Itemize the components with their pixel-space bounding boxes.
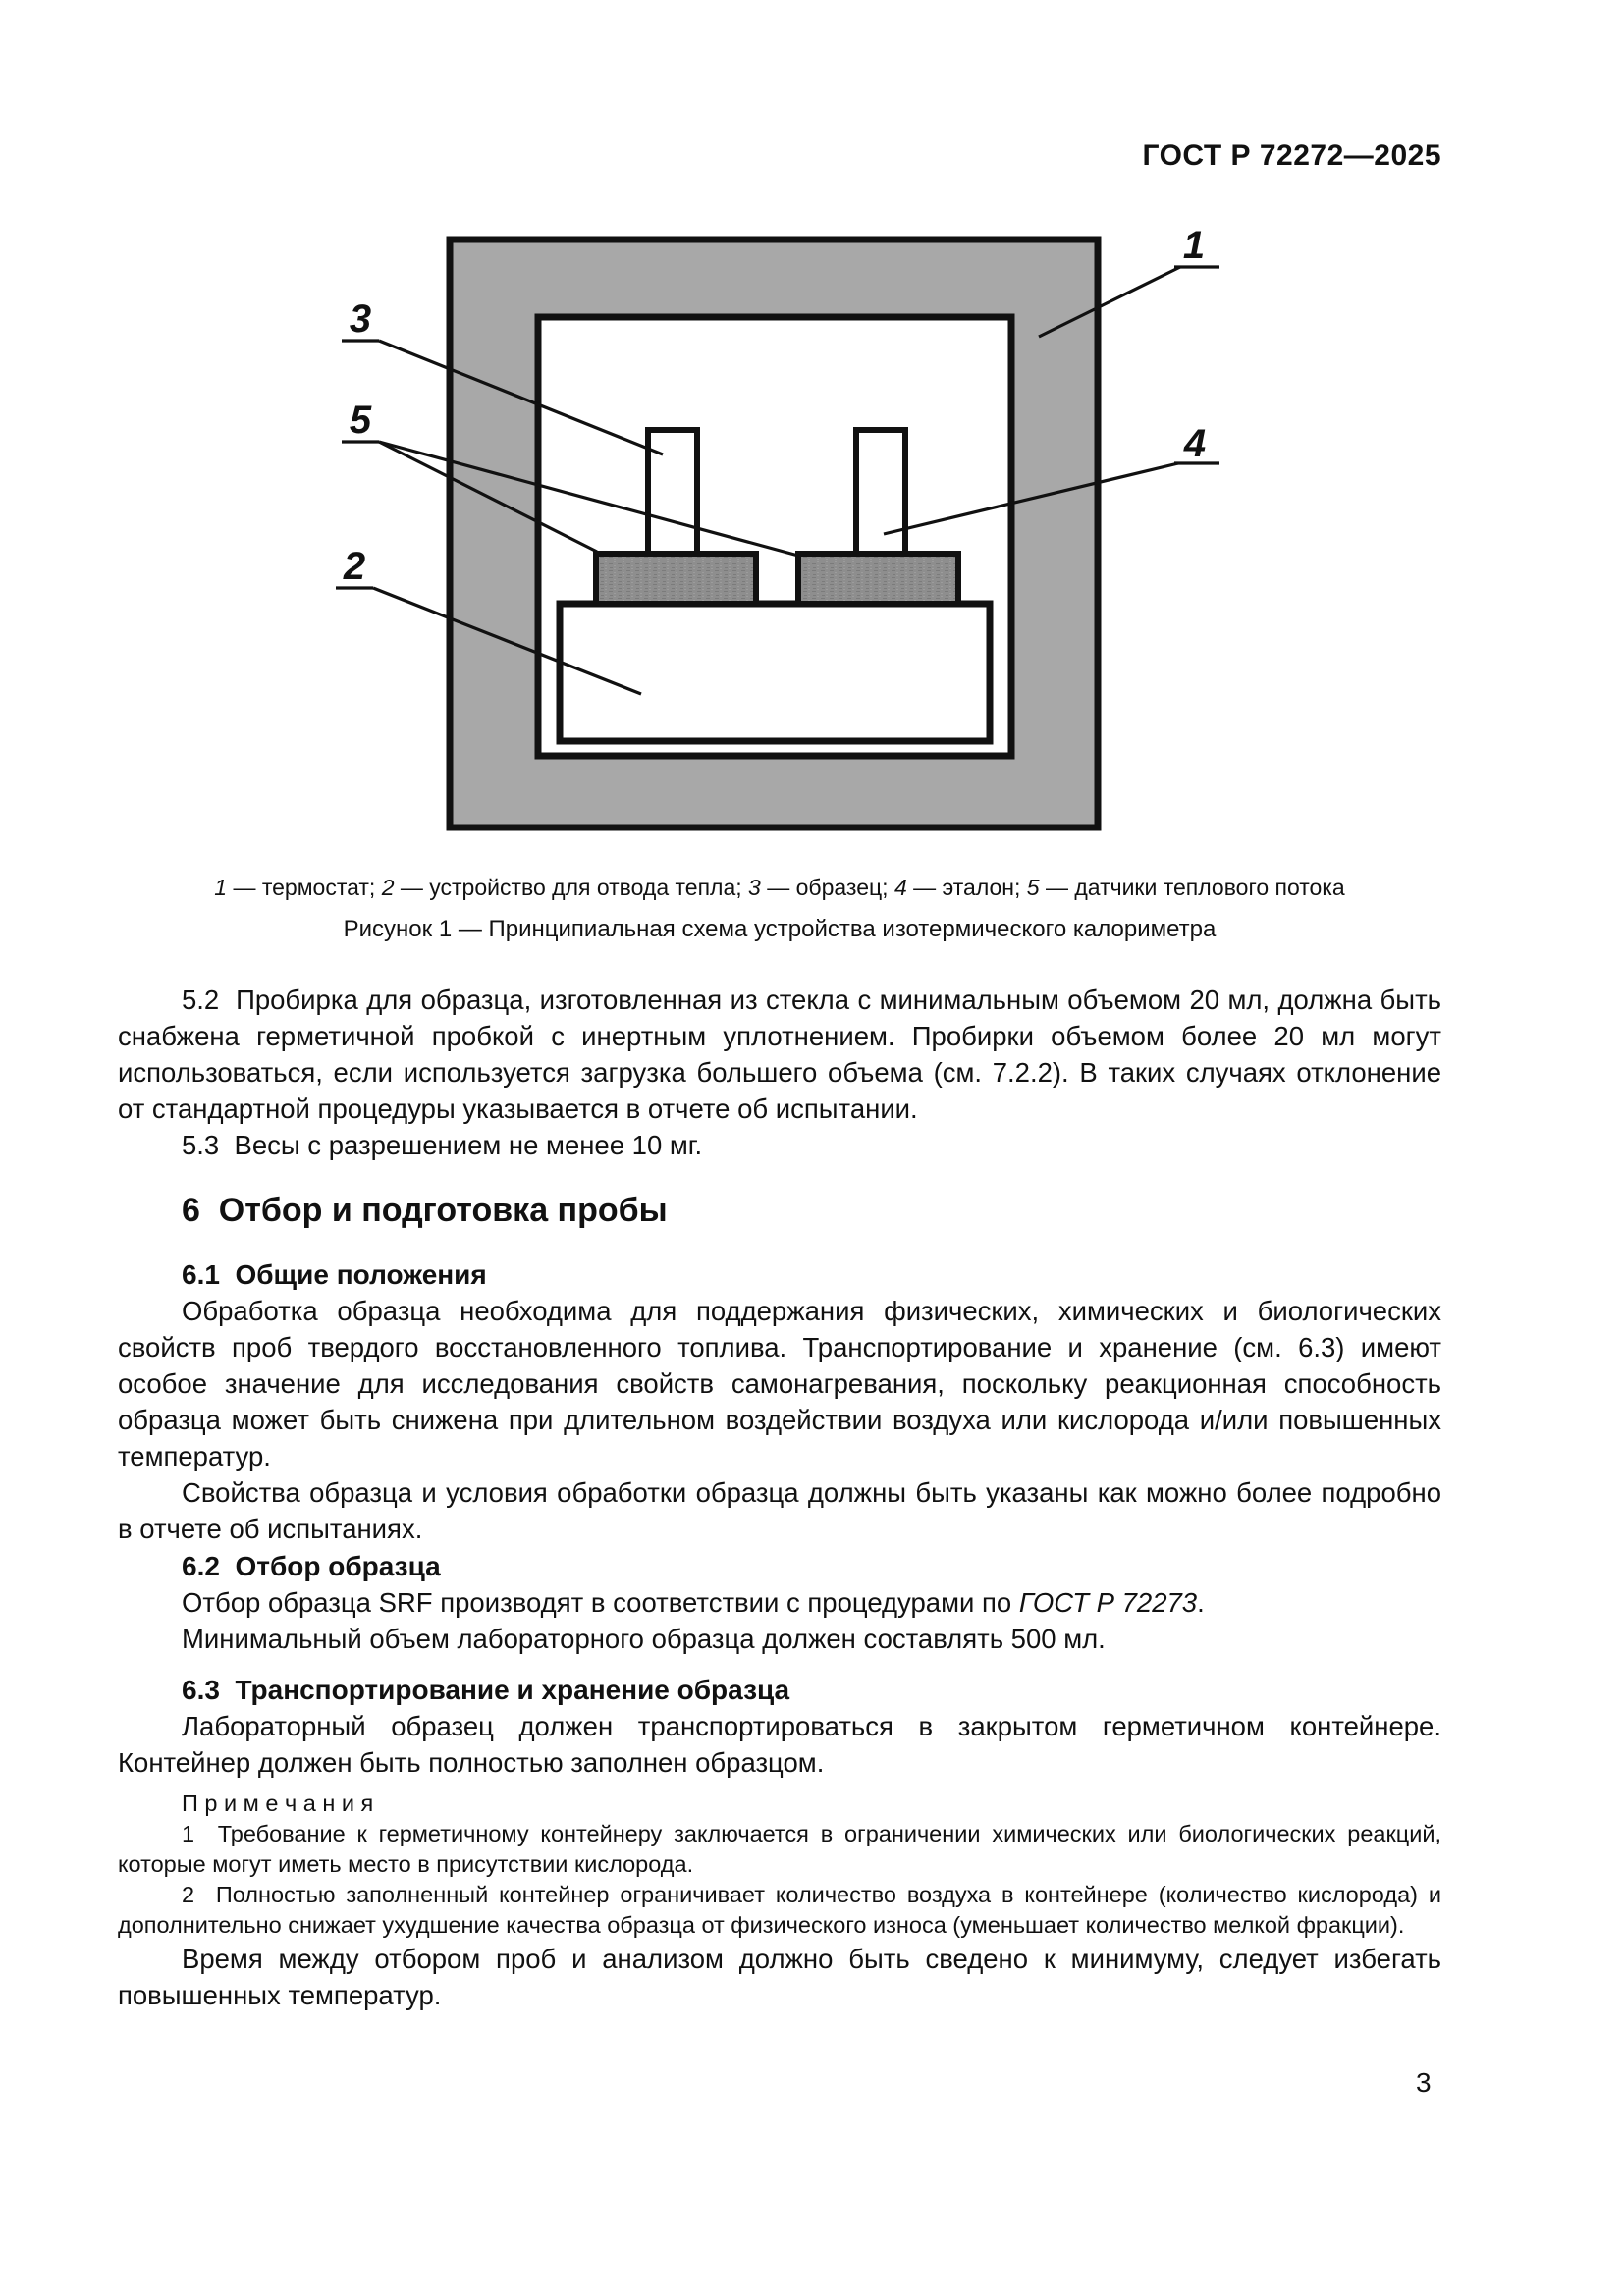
- calorimeter-diagram: [334, 226, 1247, 834]
- section-6-3-heading: 6.3 Транспортирование и хранение образца: [182, 1675, 790, 1705]
- notes-block: [118, 1789, 1441, 1941]
- figure-label-2: 2: [343, 545, 366, 588]
- paragraph-6-3-a: Лабораторный образец должен транспортироваться в закрытом герметичном контейнере. Контейнер должен быть полностью заполнен образцом.: [118, 1711, 1441, 1778]
- notes-title: П р и м е ч а н и я: [182, 1790, 374, 1816]
- document-title: ГОСТ Р 72272—2025: [1142, 139, 1441, 172]
- note-1: 1 Требование к герметичному контейнеру заключается в ограничении химических или биологических реакций, которые могут иметь место в присутствии кислорода.: [118, 1821, 1441, 1877]
- note-2: 2 Полностью заполненный контейнер ограничивает количество воздуха в контейнере (количество кислорода) и дополнительно снижает ухудшение качества образца от физического износа (уменьшает количество мелкой фракции).: [118, 1882, 1441, 1938]
- paragraph-6-1-a: Обработка образца необходима для поддержания физических, химических и биологических свойств проб твердого восстановленного топлива. Транспортирование и хранение (см. 6.3) имеют особое значение для исследования свойств самонагревания, поскольку реакционная способность образца может быть снижена при длительном воздействии воздуха или кислорода и/или повышенных температур.: [118, 1296, 1441, 1471]
- figure-label-1: 1: [1182, 226, 1206, 267]
- figure-label-5: 5: [349, 399, 372, 442]
- figure-legend: 1 — термостат; 2 — устройство для отвода тепла; 3 — образец; 4 — эталон; 5 — датчики теплового потока: [214, 875, 1345, 900]
- section-6-2-heading: 6.2 Отбор образца: [182, 1551, 441, 1581]
- paragraph-final: Время между отбором проб и анализом должно быть сведено к минимуму, следует избегать повышенных температур.: [118, 1944, 1441, 2010]
- paragraph-6-1-b: Свойства образца и условия обработки образца должны быть указаны как можно более подробно в отчете об испытаниях.: [118, 1477, 1441, 1544]
- reference-tube: [856, 430, 905, 560]
- section-6-1-heading: 6.1 Общие положения: [182, 1259, 487, 1290]
- page-number: 3: [1416, 2067, 1432, 2098]
- heat-flux-sensor-left: [596, 554, 756, 604]
- section-6-heading: 6 Отбор и подготовка пробы: [182, 1192, 668, 1229]
- heat-sink-plate: [560, 604, 990, 741]
- paragraph-6-2-b: Минимальный объем лабораторного образца должен составлять 500 мл.: [182, 1624, 1106, 1654]
- paragraph-5-2: 5.2 Пробирка для образца, изготовленная из стекла с минимальным объемом 20 мл, должна быть снабжена герметичной пробкой с инертным уплотнением. Пробирки объемом более 20 мл могут использоваться, если используется загрузка большего объема (см. 7.2.2). В таких случаях отклонение от стандартной процедуры указывается в отчете об испытании.: [118, 985, 1441, 1124]
- figure-caption: Рисунок 1 — Принципиальная схема устройства изотермического калориметра: [343, 916, 1217, 942]
- sample-tube: [648, 430, 697, 560]
- heat-flux-sensor-right: [798, 554, 958, 604]
- figure-label-4: 4: [1183, 422, 1207, 465]
- figure-1: [334, 226, 1247, 834]
- figure-label-3: 3: [349, 297, 372, 341]
- paragraph-6-2-a: Отбор образца SRF производят в соответствии с процедурами по ГОСТ Р 72273.: [182, 1587, 1205, 1618]
- paragraph-5-3: 5.3 Весы с разрешением не менее 10 мг.: [182, 1130, 703, 1160]
